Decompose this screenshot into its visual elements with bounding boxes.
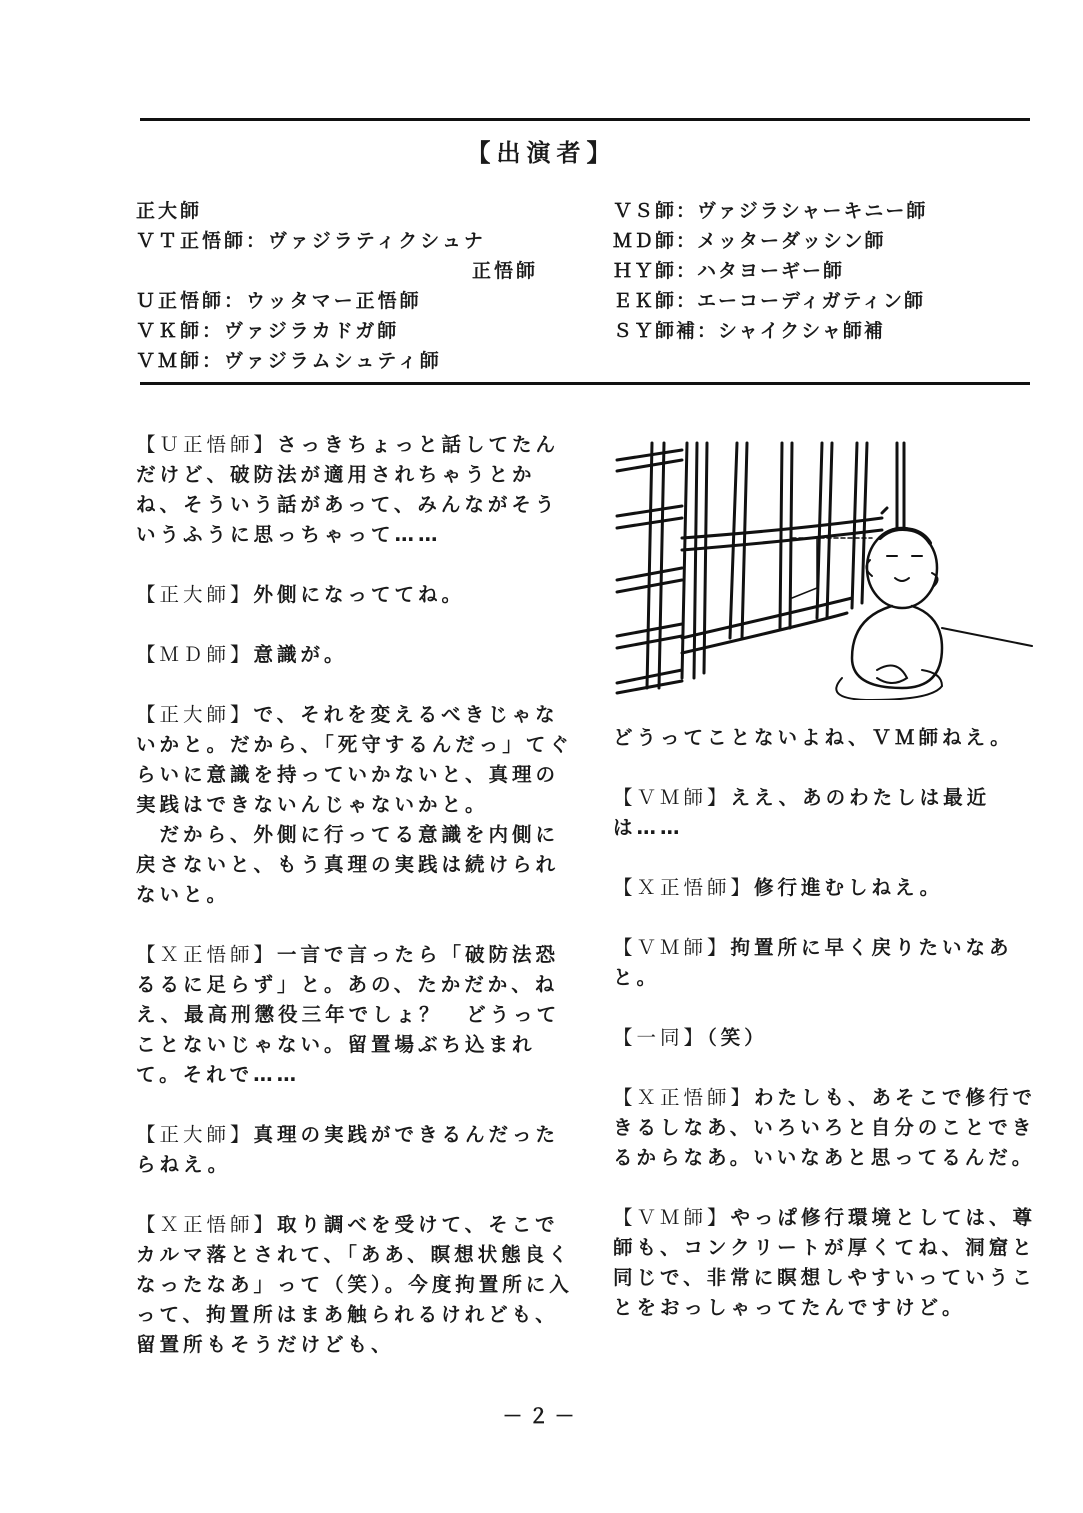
cell-bars [617,443,904,693]
dialogue-text: 取り調べを受けて、そこでカルマ落とされて、「ああ、瞑想状態良くなったなあ」って（笑）。今度拘置所に入って、拘置所はまあ触られるけれども、留置所もそうだけども、 [136,1213,573,1356]
dialogue-text: 外側になっててね。 [253,583,466,606]
cast-list-right [613,196,1053,346]
page-number: －２－ [502,1404,581,1428]
dialogue-text: 拘置所に早く戻りたいなあと。 [613,936,1013,989]
speaker-label: 【ＶＭ師】 [613,936,731,959]
dialogue-text: 真理の実践ができるんだったらねえ。 [136,1123,560,1176]
dialogue-text: で、それを変えるべきじゃないかと。だから、「死守するんだっ」てぐらいに意識を持っていかないと、真理の実践はできないんじゃないかと。 [136,703,573,816]
speaker-label: 【正大師】 [136,703,254,726]
dialogue-text: 一言で言ったら「破防法恐るるに足らず」と。あの、たかだか、ねえ、最高刑懲役三年でしょ？ どうってことないじゃない。留置場ぶち込まれて。それで…… [136,943,561,1086]
dialogue-paragraph [613,1203,1053,1323]
meditating-figure [836,528,1032,700]
right-column [613,723,1053,1353]
dialogue-paragraph [136,940,576,1090]
cast-list-left [136,196,598,376]
dialogue-paragraph [136,640,576,670]
dialogue-text: 意識が。 [253,643,348,666]
speaker-label: 【ＭＤ師】 [136,643,254,666]
dialogue-paragraph [136,1120,576,1180]
cast-item: 正大師 [136,200,203,222]
cast-item: ＶＫ師：ヴァジラカドガ師 [136,320,400,342]
speaker-label: 【Ｘ正悟師】 [613,1086,755,1109]
dialogue-paragraph [613,1083,1053,1173]
cast-item: ＶＳ師：ヴァジラシャーキニー師 [613,200,928,222]
dialogue-paragraph [613,723,1053,753]
dialogue-text: ええ、あのわたしは最近は…… [613,786,991,839]
cast-item: ＶＴ正悟師：ヴァジラティクシュナ [136,230,486,252]
cast-item: ＶＭ師：ヴァジラムシュティ師 [136,350,442,372]
cast-item: ＥＫ師：エーコーディガティン師 [613,290,925,312]
dialogue-text: やっぱ修行環境としては、尊師も、コンクリートが厚くてね、洞窟と同じで、非常に瞑想しやすいっていうことをおっしゃってたんですけど。 [613,1206,1037,1319]
dialogue-paragraph [613,933,1053,993]
dialogue-paragraph [613,783,1053,843]
middle-rule [140,382,1030,385]
dialogue-text: さっきちょっと話してたんだけど、破防法が適用されちゃうとかね、そういう話があって、みんながそういうふうに思っちゃって…… [136,433,560,546]
speaker-label: 【正大師】 [136,583,254,606]
speaker-label: 【ＶＭ師】 [613,1206,731,1229]
dialogue-text: わたしも、あそこで修行できるしなあ、いろいろと自分のことできるからなあ。いいなあと思ってるんだ。 [613,1086,1037,1169]
meditation-cell-illustration [612,438,1040,700]
dialogue-paragraph [613,1023,1053,1053]
speaker-label: 【一同】 [613,1026,708,1049]
dialogue-continuation: だから、外側に行ってる意識を内側に戻さないと、もう真理の実践は続けられないと。 [136,823,560,906]
cast-item: Ｕ正悟師：ウッタマー正悟師 [136,290,422,312]
top-rule [140,118,1030,121]
speaker-label: 【Ｘ正悟師】 [613,876,755,899]
speaker-label: 【Ｕ正悟師】 [136,433,278,456]
cast-item: ＭＤ師：メッターダッシン師 [613,230,886,252]
cast-item: ＨＹ師：ハタヨーギー師 [613,260,845,282]
dialogue-text: どうってことないよね、ＶＭ師ねえ。 [613,726,1014,749]
dialogue-paragraph [613,873,1053,903]
dialogue-paragraph [136,1210,576,1360]
dialogue-paragraph [136,700,576,910]
cast-item: ＳＹ師補：シャイクシャ師補 [613,320,885,342]
dialogue-text: （笑） [707,1026,768,1049]
section-title: 【出演者】 [466,139,617,167]
dialogue-paragraph [136,430,576,550]
speaker-label: 【正大師】 [136,1123,254,1146]
speaker-label: 【Ｘ正悟師】 [136,1213,278,1236]
left-column [136,430,576,1390]
cast-item-continuation: 正悟師 [471,260,538,282]
dialogue-text: 修行進むしねえ。 [754,876,944,899]
speaker-label: 【ＶＭ師】 [613,786,731,809]
speaker-label: 【Ｘ正悟師】 [136,943,278,966]
dialogue-paragraph [136,580,576,610]
